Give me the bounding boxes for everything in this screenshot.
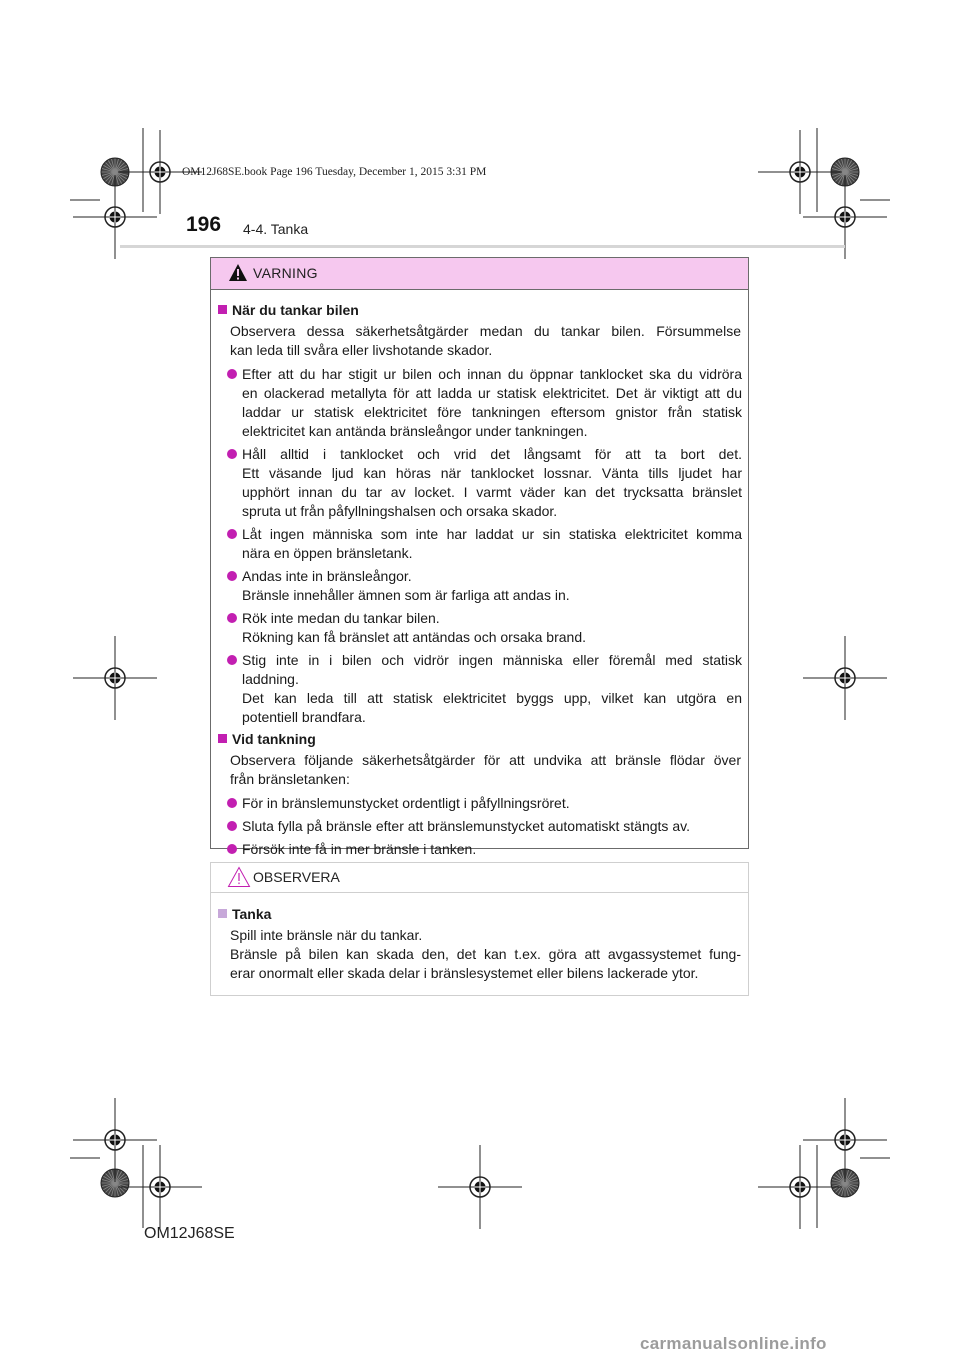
bullet-line: Låt ingen människa som inte har laddat ur sin statiska elektricitet komma	[242, 526, 742, 542]
notice-label: OBSERVERA	[253, 869, 340, 885]
header-rule	[120, 245, 845, 248]
watermark: carmanualsonline.info	[640, 1334, 827, 1353]
bullet-line: Andas inte in bränsleångor.	[242, 568, 412, 584]
notice-line: Spill inte bränsle när du tankar.	[230, 927, 423, 943]
bullet-line: Försök inte få in mer bränsle i tanken.	[242, 841, 477, 857]
warning-section-intro	[230, 751, 741, 789]
warning-section-heading: Vid tankning	[218, 731, 316, 747]
intro-line: Observera följande säkerhetsåtgärder för att undvika att bränsle flödar över	[230, 752, 741, 768]
bullet-line: laddar ur statisk elektricitet före tankningen eftersom gnistor från statisk	[242, 404, 742, 420]
warning-triangle-icon	[228, 263, 248, 282]
bullet-line: Rök inte medan du tankar bilen.	[242, 610, 440, 626]
warning-section-intro	[230, 322, 741, 360]
notice-box	[210, 862, 749, 996]
bullet-line: nära en öppen bränsletank.	[242, 545, 413, 561]
bullet-line: Stig inte in i bilen och vidrör ingen människa eller föremål med statisk	[242, 652, 742, 668]
caution-triangle-icon	[227, 866, 251, 888]
bullet-line: potentiell brandfara.	[242, 709, 366, 725]
bullet-dot-icon	[227, 655, 237, 665]
section-title: 4-4. Tanka	[243, 221, 309, 237]
registration-target-mark	[73, 636, 157, 720]
registration-target-mark	[758, 1145, 842, 1229]
bullet-dot-icon	[227, 369, 237, 379]
bullet-line: en olackerad metallyta för att ladda ur statisk elektricitet. Det är viktigt att du	[242, 385, 742, 401]
registration-target-mark	[758, 130, 842, 214]
bullet-line: upphört innan du tar av locket. I varmt väder kan det trycksatta bränslet	[242, 484, 742, 500]
warning-label: VARNING	[253, 265, 318, 281]
notice-text	[230, 926, 741, 983]
heading-square-icon	[218, 909, 227, 918]
bullet-line: Håll alltid i tanklocket och vrid det långsamt för att ta bort det.	[242, 446, 742, 462]
intro-line: kan leda till svåra eller livshotande skador.	[230, 342, 493, 358]
registration-target-mark	[118, 1145, 202, 1229]
warning-box	[210, 257, 749, 857]
footer-code: OM12J68SE	[144, 1225, 235, 1242]
heading-square-icon	[218, 734, 227, 743]
bullet-dot-icon	[227, 529, 237, 539]
bullet-dot-icon	[227, 844, 237, 854]
bullet-dot-icon	[227, 821, 237, 831]
registration-target-mark	[803, 1098, 887, 1182]
bullet-line: elektricitet kan antända bränsleångor under tankningen.	[242, 423, 588, 439]
bullet-line: För in bränslemunstycket ordentligt i påfyllningsröret.	[242, 795, 570, 811]
notice-line: Bränsle på bilen kan skada den, det kan t.ex. göra att avgassystemet fung-	[230, 946, 741, 962]
intro-line: från bränsletanken:	[230, 771, 350, 787]
bullet-line: laddning.	[242, 671, 299, 687]
bullet-line: Sluta fylla på bränsle efter att bränslemunstycket automatiskt stängts av.	[242, 818, 690, 834]
bullet-line: Rökning kan få bränslet att antändas och orsaka brand.	[242, 629, 586, 645]
notice-header	[211, 863, 748, 893]
bullet-line: Efter att du har stigit ur bilen och innan du öppnar tanklocket ska du vidröra	[242, 366, 742, 382]
bullet-dot-icon	[227, 613, 237, 623]
bullet-line: Det kan leda till att statisk elektricitet byggs upp, vilket kan utgöra en	[242, 690, 742, 706]
notice-heading: Tanka	[218, 906, 271, 922]
registration-target-mark	[438, 1145, 522, 1229]
notice-line: erar onormalt eller skada delar i bränslesystemet eller bilens lackerade ytor.	[230, 965, 699, 981]
warning-header	[211, 258, 748, 290]
bullet-line: spruta ut från påfyllningshalsen och orsaka skador.	[242, 503, 558, 519]
bullet-dot-icon	[227, 798, 237, 808]
warning-section-heading: När du tankar bilen	[218, 302, 359, 318]
bullet-dot-icon	[227, 449, 237, 459]
bullet-line: Ett väsande ljud kan höras när tanklocket lossnar. Vänta tills ljudet har	[242, 465, 742, 481]
bullet-line: Bränsle innehåller ämnen som är farliga att andas in.	[242, 587, 570, 603]
registration-target-mark	[73, 1098, 157, 1182]
bullet-dot-icon	[227, 571, 237, 581]
heading-square-icon	[218, 305, 227, 314]
book-file-info: OM12J68SE.book Page 196 Tuesday, December 1, 2015 3:31 PM	[182, 166, 487, 178]
page-number: 196	[186, 213, 222, 236]
registration-target-mark	[803, 636, 887, 720]
intro-line: Observera dessa säkerhetsåtgärder medan du tankar bilen. Försummelse	[230, 323, 741, 339]
